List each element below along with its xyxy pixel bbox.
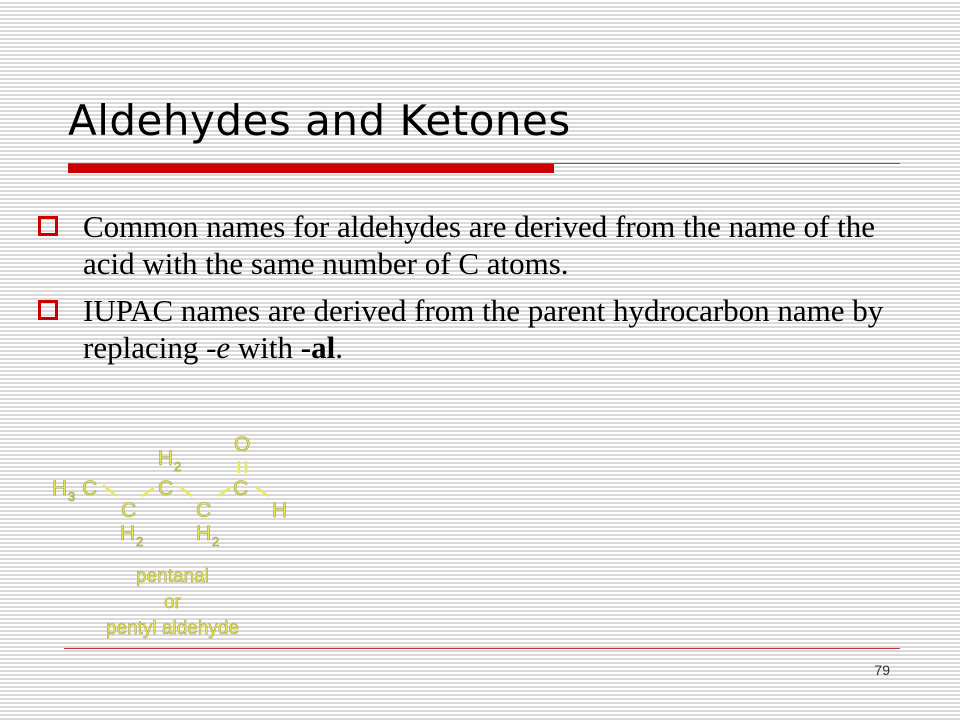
caption-pentanal: pentanal: [136, 566, 209, 587]
square-bullet-icon: [38, 216, 58, 236]
page-number: 79: [874, 662, 890, 678]
square-bullet-icon: [38, 300, 58, 320]
bond: [180, 487, 192, 496]
carbon-5: C: [233, 477, 249, 500]
carbon-2: C: [121, 499, 137, 522]
title-underline-thick: [68, 164, 554, 173]
slide-title: Aldehydes and Ketones: [68, 96, 571, 145]
bullet-item: [36, 208, 916, 282]
bullet-text: IUPAC names are derived from the parent hydrocarbon name by replacing -e with -al.: [83, 293, 884, 365]
caption-or: or: [164, 592, 181, 613]
footer-rule: [64, 648, 900, 649]
h2-top-sub: 2: [174, 459, 182, 474]
h3c-c: C: [82, 477, 98, 500]
h2-bottom-left-sub: 2: [136, 534, 144, 549]
h2-bottom-right-h: H: [196, 522, 212, 545]
carbon-3: C: [158, 477, 174, 500]
suffix-e: -e: [206, 330, 231, 365]
bullet-list: [36, 208, 916, 376]
aldehyde-hydrogen: H: [272, 499, 288, 522]
molecule-caption: [60, 564, 285, 642]
pentanal-structure: [40, 425, 320, 555]
bond: [218, 488, 230, 496]
bullet-text: Common names for aldehydes are derived from the name of the acid with the same number of C atoms.: [83, 209, 875, 281]
suffix-al: -al: [300, 330, 336, 365]
bullet-item: [36, 292, 916, 366]
bond: [103, 485, 115, 495]
h2-top-h: H: [158, 447, 174, 470]
carbon-4: C: [196, 499, 212, 522]
h2-bottom-right-sub: 2: [212, 534, 220, 549]
oxygen-atom: O: [234, 433, 251, 456]
bond: [256, 487, 268, 496]
h2-bottom-left-h: H: [120, 522, 136, 545]
h3c-h: H: [52, 477, 68, 500]
caption-pentyl-aldehyde: pentyl aldehyde: [105, 618, 240, 639]
h3c-sub: 3: [68, 489, 76, 504]
bond: [142, 488, 154, 496]
